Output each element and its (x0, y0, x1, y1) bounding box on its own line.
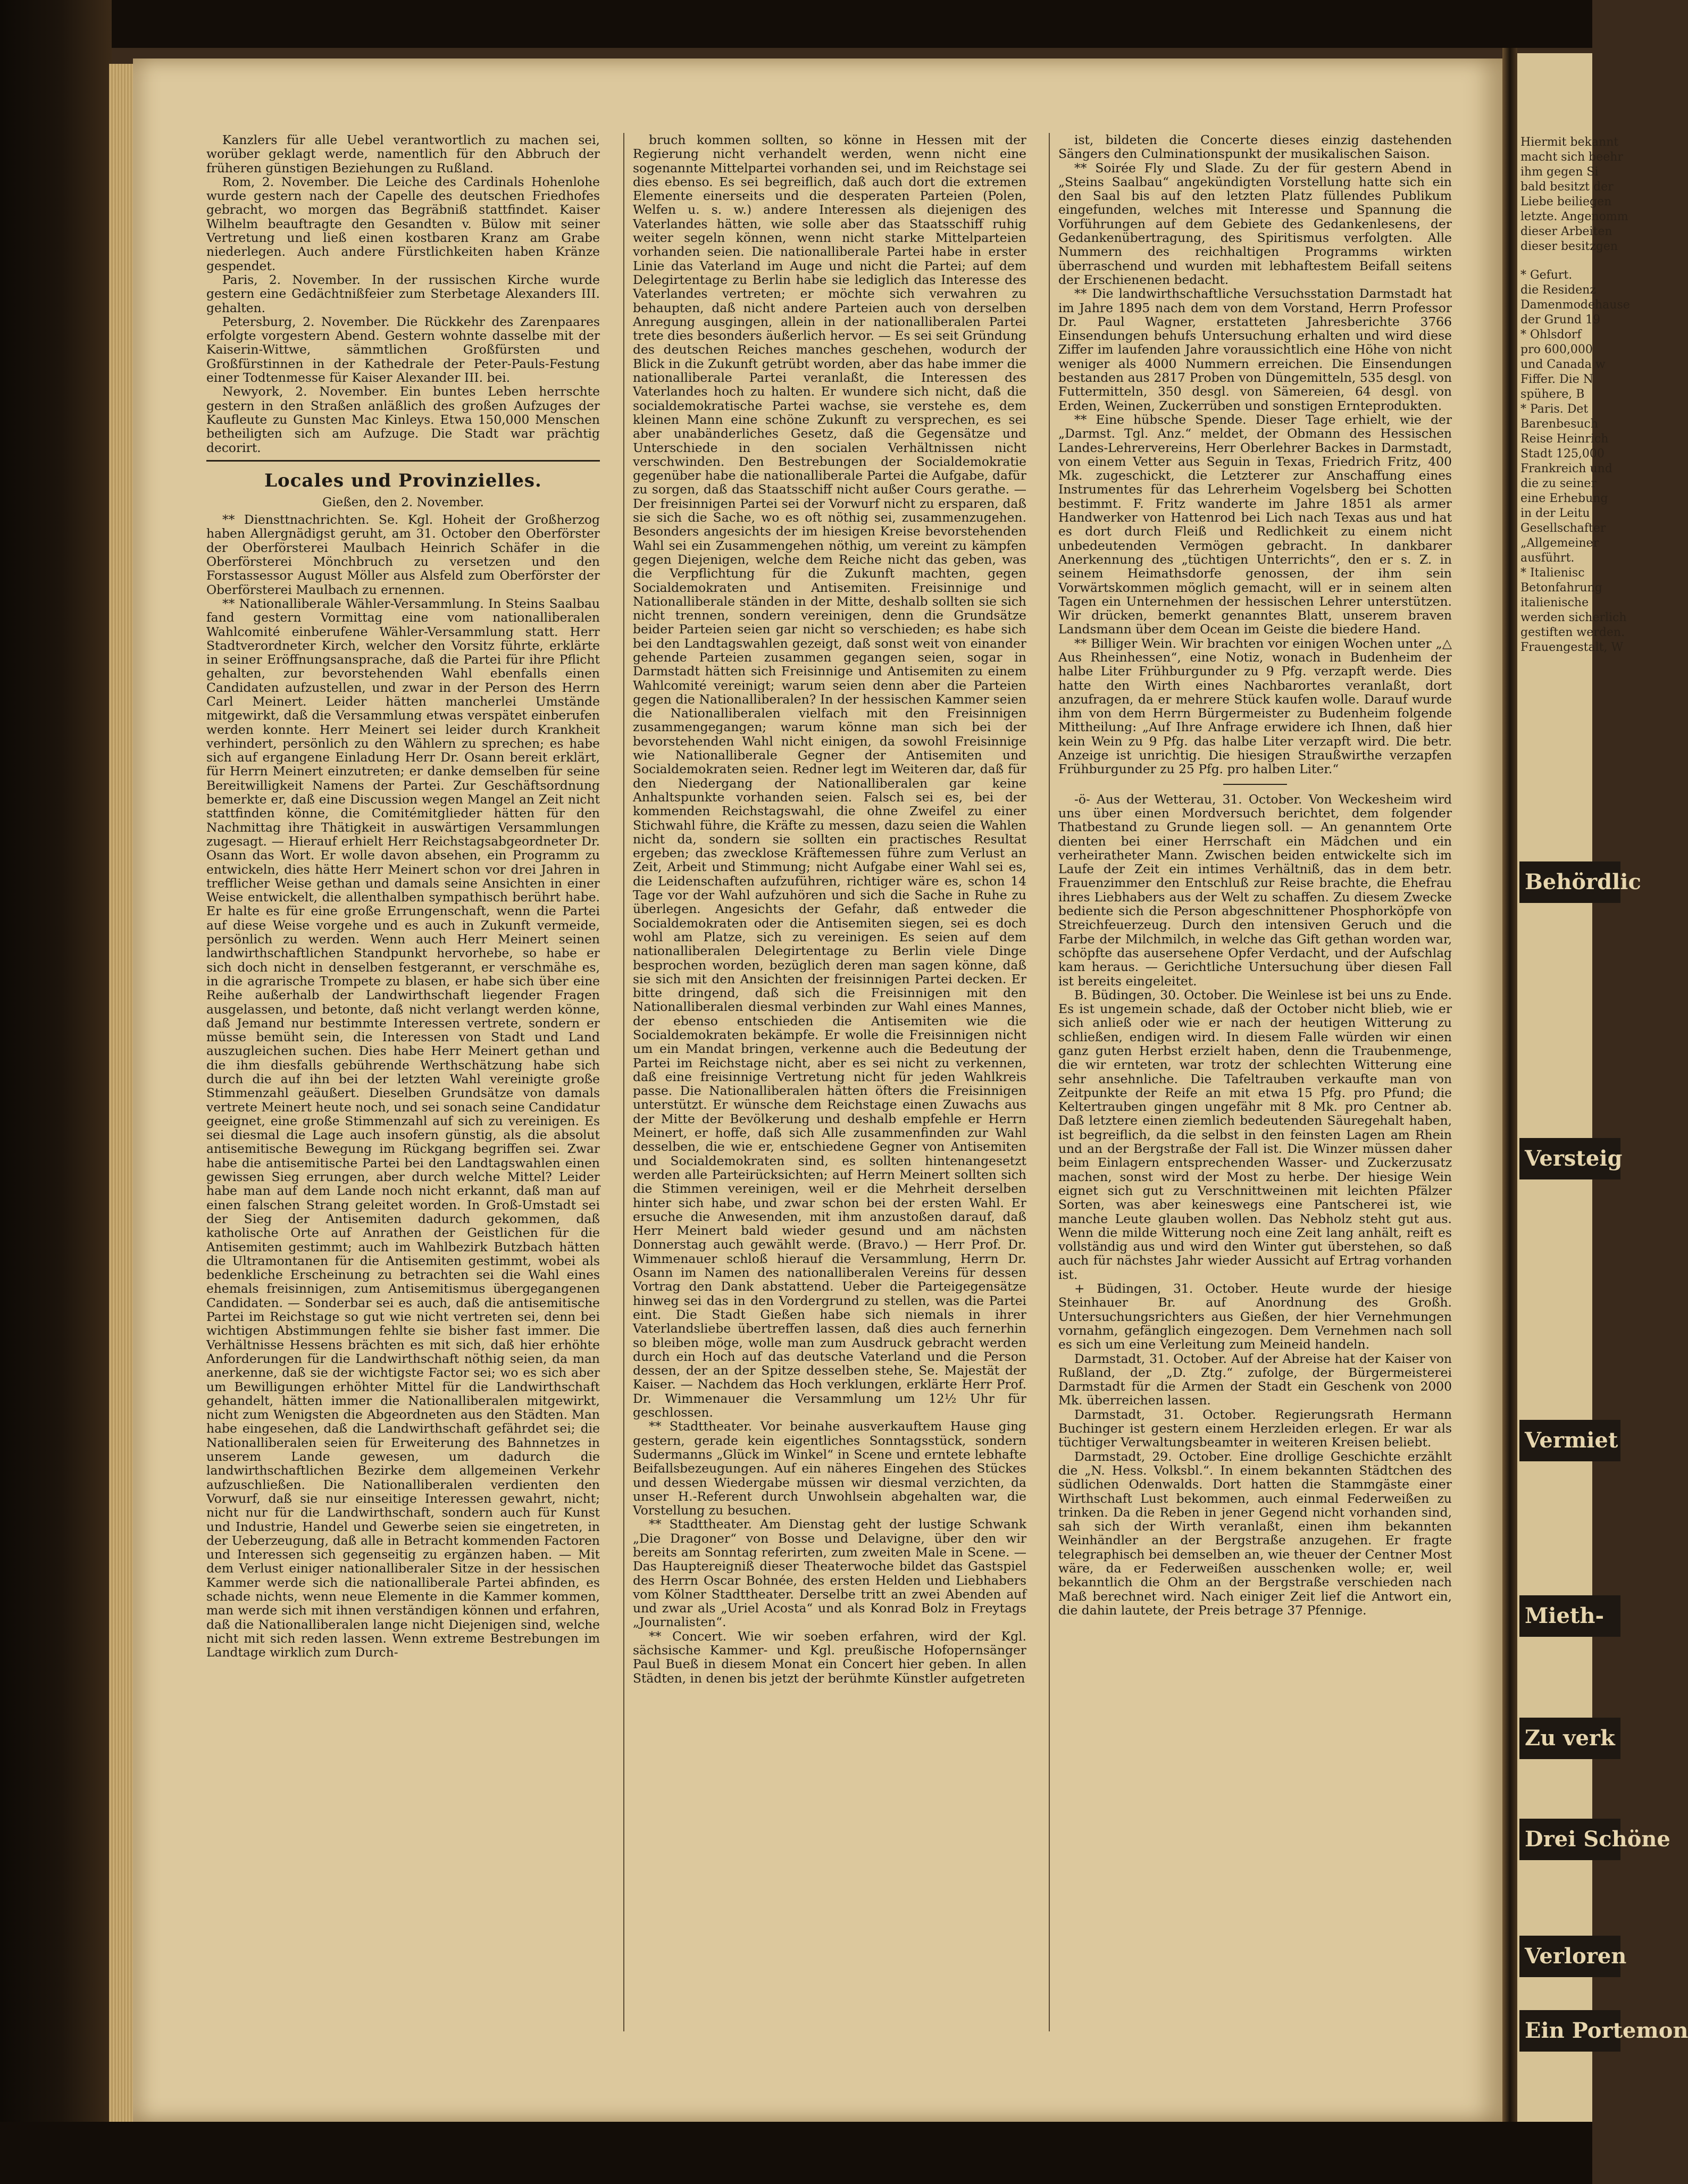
article-divider (1223, 784, 1287, 785)
article-paragraph: + Büdingen, 31. October. Heute wurde der hiesige Steinhauer Br. auf Anordnung des Großh. Untersuchungsrichters aus Gießen, der hier Vernehmungen vornahm, gefänglich eingezogen. Dem Vernehmen nach soll es sich um eine Verleitung zum Meineid handeln. (1058, 1281, 1452, 1352)
article-paragraph: ** Diensttnachrichten. Se. Kgl. Hoheit der Großherzog haben Allergnädigst geruht, am 31. October den Oberförster der Oberförsterei Maulbach Heinrich Schäfer in die Oberförsterei Mönchbruch zu versetzen und den Forstassessor August Möller aus Alsfeld zum Oberförster der Oberförsterei Maulbach zu ernennen. (206, 512, 600, 597)
ad-heading: Versteig (1519, 1138, 1620, 1179)
next-page-fragment: * Gefurt. (1520, 269, 1573, 282)
article-paragraph: bruch kommen sollten, so könne in Hessen mit der Regierung nicht verhandelt werden, wenn nicht eine sogenannte Mittelpartei vorhanden sei, und im Reichstage sei dies ebenso. Es sei begreiflich, daß auch dort die extremen Elemente einerseits und die desperaten Parteien (Polen, Welfen u. s. w.) andere Interessen als diejenigen des Vaterlandes hätten, wie solle aber das Staatsschiff ruhig weiter segeln können, wenn nicht starke Mittelparteien vorhanden seien. Die nationalliberale Partei habe in erster Linie das Vaterland im Auge und nicht die Partei; auf dem Delegirtentage zu Berlin habe sie lediglich das Interesse des Vaterlandes vertreten; er möchte sich verwahren zu behaupten, daß nicht andere Parteien auch von derselben Anregung ausgingen, allein in der nationalliberalen Partei trete dies besonders äußerlich hervor. — Es sei seit Gründung des deutschen Reiches manches geschehen, wodurch der Blick in die Zukunft getrübt worden, aber das habe immer die nationalliberale Partei veranlaßt, die Interessen des Vaterlandes hoch zu halten. Er wundere sich nicht, daß die socialdemokratische Partei wachse, sie verstehe es, dem kleinen Mann eine schöne Zukunft zu versprechen, es sei aber unabänderliches Gesetz, daß die Gegensätze und Unterschiede in den socialen Verhältnissen nicht verschwinden. Den Bestrebungen der Socialdemokratie gegenüber habe die nationalliberale Partei die Aufgabe, dafür zu sorgen, daß das Staatsschiff nicht außer Cours gerathe. — Der freisinnigen Partei sei der Vorwurf nicht zu ersparen, daß sie sich die Sache, wo es oft nöthig sei, zusammenzugehen. Besonders angesichts der im hiesigen Kreise bevorstehenden Wahl sei ein Zusammengehen nöthig, um vereint zu kämpfen gegen Diejenigen, welche dem Reiche nicht das geben, was die Verpflichtung für die Zukunft machten, gegen Socialdemokraten und Antisemiten. Freisinnige und Nationalliberale ständen in der Mitte, deshalb sollten sie sich nicht trennen, sondern vereinigen, denn die Grundsätze beider Parteien seien gar nicht so verschieden; es habe sich bei den Landtagswahlen gezeigt, daß sonst weit von einander gehende Parteien zusammen gegangen seien, sogar in Darmstadt hätten sich Freisinnige und Antisemiten zu einem Wahlcomité vereinigt; warum seien denn aber die Parteien gegen die Nationalliberalen? In der hessischen Kammer seien die Nationalliberalen vielfach mit den Freisinnigen zusammengegangen; warum könne man sich bei der bevorstehenden Wahl nicht einigen, da sowohl Freisinnige wie Nationalliberale Gegner der Antisemiten und Socialdemokraten seien. Redner legt im Weiteren dar, daß für den Niedergang der Nationalliberalen gar keine Anhaltspunkte vorhanden seien. Falsch sei es, bei der kommenden Reichstagswahl, die ohne Zweifel zu einer Stichwahl führe, die Kräfte zu messen, dazu seien die Wahlen nicht da, sondern sie sollten ein practisches Resultat ergeben; das zwecklose Kräftemessen führe zum Verlust an Zeit, Arbeit und Stimmung; nicht Aufgabe einer Wahl sei es, die Leidenschaften aufzuführen, richtiger wäre es, schon 14 Tage vor der Wahl aufzuhören und sich die Sache in Ruhe zu überlegen. Angesichts der Gefahr, daß entweder die Socialdemokraten oder die Antisemiten siegen, sei es doch wohl am Platze, sich zu vereinigen. Es seien auf dem nationalliberalen Delegirtentage zu Berlin viele Dinge besprochen worden, bezüglich deren man sagen könne, daß sie sich mit den Ansichten der freisinnigen Partei decken. Er bitte dringend, daß sich die Freisinnigen mit den Nationalliberalen diesmal verbinden zur Wahl eines Mannes, der ebenso entschieden die Antisemiten wie die Socialdemokraten bekämpfe. Er wolle die Freisinnigen nicht um ein Mandat bringen, verkenne auch die Bedeutung der Partei im Reichstage nicht, aber es sei nicht zu verkennen, daß eine freisinnige Vertretung nicht für jeden Wahlkreis passe. Die Nationalliberalen hätten öfters die Freisinnigen unterstützt. Er wünsche dem Reichstage einen Zuwachs aus der Mitte der Bevölkerung und deshalb empfehle er Herrn Meinert, er hoffe, daß sich Alle zusammenfinden zur Wahl desselben, die wie er, entschiedene Gegner von Antisemiten und Socialdemokraten sind, es sollten hintenangesetzt werden alle Parteirücksichten; auf Herrn Meinert sollten sich die Stimmen vereinigen, weil er die Mehrheit derselben hinter sich habe, und zwar schon bei der ersten Wahl. Er ersuche die Anwesenden, mit ihm anzustoßen darauf, daß Herr Meinert bald wieder gesund und am nächsten Donnerstag auch gewählt werde. (Bravo.) — Herr Prof. Dr. Wimmenauer schloß hierauf die Versammlung, Herrn Dr. Osann im Namen des nationalliberalen Vereins für dessen Vortrag den Dank abstattend. Ueber die Parteigegensätze hinweg sei das in den Vordergrund zu stellen, was die Partei eint. Die Stadt Gießen habe sich niemals in ihrer Vaterlandsliebe übertreffen lassen, daß dies auch fernerhin so bleiben möge, wolle man zum Ausdruck gebracht werden durch ein Hoch auf das deutsche Vaterland und die Person dessen, der an der Spitze desselben stehe, Se. Majestät der Kaiser. — Nachdem das Hoch verklungen, erklärte Herr Prof. Dr. Wimmenauer die Versammlung um 12½ Uhr für geschlossen. (633, 132, 1026, 1420)
next-page-fragment: die Residenz (1520, 283, 1596, 297)
article-paragraph: ist, bildeten die Concerte dieses einzig dastehenden Sängers den Culminationspunkt der musikalischen Saison. (1058, 132, 1452, 162)
section-divider (206, 460, 600, 462)
column-1 (206, 133, 600, 2047)
article-paragraph: Newyork, 2. November. Ein buntes Leben herrschte gestern in den Straßen anläßlich des großen Aufzuges der Kaufleute zu Gunsten Mac Kinleys. Etwa 150,000 Menschen betheiligten sich am Aufzuge. Die Stadt war prächtig decorirt. (206, 384, 600, 455)
next-page-fragment: bald besitzt der (1520, 180, 1614, 194)
ad-heading: Zu verk (1519, 1718, 1620, 1759)
next-page-fragment: macht sich beehr (1520, 150, 1623, 164)
next-page-fragment: ihm gegen Si (1520, 165, 1599, 179)
next-page-fragment: ausführt. (1520, 551, 1575, 565)
article-paragraph: Rom, 2. November. Die Leiche des Cardinals Hohenlohe wurde gestern nach der Capelle des deutschen Friedhofes gebracht, wo morgen das Begräbniß stattfindet. Kaiser Wilhelm beauftragte den Gesandten v. Bülow mit seiner Vertretung und ließ einen kostbaren Kranz am Grabe niederlegen. Auch andere Fürstlichkeiten haben Kränze gespendet. (206, 174, 600, 273)
section-title: Locales und Provinzielles. (264, 470, 542, 491)
ad-heading: Ein Portemon (1519, 2010, 1620, 2052)
next-page-fragment: Frankreich und (1520, 462, 1612, 475)
next-page-strip (1517, 53, 1688, 2122)
article-paragraph: -ö- Aus der Wetterau, 31. October. Von Weckesheim wird uns über einen Mordversuch berichtet, dem folgender Thatbestand zu Grunde liegen soll. — An genanntem Orte dienten bei einer Herrschaft ein Mädchen und ein verheiratheter Mann. Zwischen beiden entwickelte sich im Laufe der Zeit ein intimes Verhältniß, das in dem betr. Frauenzimmer den Entschluß zur Reise brachte, die Ehefrau ihres Liebhabers aus der Welt zu schaffen. Zu diesem Zwecke bediente sich die Person abgeschnittener Phosphorköpfe von Streichfeuerzeug. Durch den intensiven Geruch und die Farbe der Milchmilch, in welche das Gift gethan worden war, schöpfte das ausersehene Opfer Verdacht, und der Aufschlag kam heraus. — Gerichtliche Untersuchung über diesen Fall ist bereits eingeleitet. (1058, 791, 1452, 989)
book-spine (0, 0, 112, 2184)
next-page-fragment: pro 600,000 (1520, 343, 1593, 356)
book-gutter (1502, 48, 1517, 2122)
ad-heading: Vermiet (1519, 1420, 1620, 1461)
article-paragraph: ** Concert. Wie wir soeben erfahren, wird der Kgl. sächsische Kammer- und Kgl. preußische Hofopernsänger Paul Bueß in diesem Monat ein Concert hier geben. In allen Städten, in denen bis jetzt der berühmte Künstler aufgetreten (633, 1628, 1026, 1686)
next-page-fragment: letzte. Angenomm (1520, 210, 1628, 223)
article-paragraph: Petersburg, 2. November. Die Rückkehr des Zarenpaares erfolgte vorgestern Abend. Gestern wohnte dasselbe mit der Kaiserin-Wittwe, sämmtlichen Großfürsten und Großfürstinnen in der Kathedrale der Peter-Pauls-Festung einer Todtenmesse für Kaiser Alexander III. bei. (206, 314, 600, 386)
ad-heading: Drei Schöne (1519, 1819, 1620, 1860)
next-page-fragment: in der Leitu (1520, 507, 1590, 520)
ad-heading: Behördlic (1519, 861, 1620, 903)
article-paragraph: ** Soirée Fly und Slade. Zu der für gestern Abend in „Steins Saalbau“ angekündigten Vorstellung hatte sich ein den Saal bis auf den letzten Platz füllendes Publikum eingefunden, welches mit Interesse und Spannung die Vorführungen auf dem Gebiete des Gedankenlesens, der Gedankenübertragung, des Spiritismus verfolgten. Alle Nummern des reichhaltigen Programms wirkten überraschend und wurden mit lebhaftestem Beifall seitens der Erschienenen bedacht. (1058, 160, 1452, 287)
next-page-fragment: Damenmodehause (1520, 298, 1630, 312)
article-paragraph: ** Nationalliberale Wähler-Versammlung. In Steins Saalbau fand gestern Vormittag eine vom nationalliberalen Wahlcomité einberufene Wähler-Versammlung statt. Herr Stadtverordneter Kirch, welcher den Vorsitz führte, erklärte in seiner Eröffnungsansprache, daß die Partei für ihre Pflicht gehalten, zur bevorstehenden Wahl ebenfalls einen Candidaten aufzustellen, und zwar in der Person des Herrn Carl Meinert. Leider hätten mancherlei Umstände mitgewirkt, daß die Versammlung etwas verspätet einberufen werden konnte. Herr Meinert sei leider durch Krankheit verhindert, persönlich zu den Wählern zu sprechen; es habe sich auf ergangene Einladung Herr Dr. Osann bereit erklärt, für Herrn Meinert einzutreten; er danke demselben für seine Bereitwilligkeit Namens der Partei. Zur Geschäftsordnung bemerkte er, daß eine Discussion wegen Mangel an Zeit nicht stattfinden könne, die Comitémitglieder hätten für den Nachmittag ihre Thätigkeit in auswärtigen Versammlungen zugesagt. — Hierauf erhielt Herr Reichstagsabgeordneter Dr. Osann das Wort. Er wolle davon absehen, ein Programm zu entwickeln, dies hätte Herr Meinert schon vor drei Jahren in trefflicher Weise gethan und damals seine Ansichten in einer Weise entwickelt, die allenthalben sympathisch berührt habe. Er halte es für eine große Errungenschaft, wenn die Partei auf diese Weise vorgehe und es auch in Zukunft vermeide, persönlich zu werden. Wenn auch Herr Meinert seinen landwirthschaftlichen Standpunkt hervorhebe, so habe er sich doch nicht in denselben festgerannt, er verschmähe es, in die agrarische Trompete zu blasen, er habe sich über eine Reihe außerhalb der Landwirthschaft liegender Fragen ausgelassen, und betonte, daß nicht verlangt werden könne, daß Jemand nur bestimmte Interessen vertrete, sondern er müsse bemüht sein, die Interessen von Stadt und Land auszugleichen suchen. Dies habe Herr Meinert gethan und die ihm diesfalls gebührende Werthschätzung habe sich durch die auf ihn bei der letzten Wahl vereinigte große Stimmenzahl geäußert. Dieselben Grundsätze von damals vertrete Meinert heute noch, und sei sonach seine Candidatur geeignet, eine große Stimmenzahl auf sich zu vereinigen. Es sei diesmal die Lage auch insofern günstig, als die absolut antisemitische Bewegung im Rückgang begriffen sei. Zwar habe die antisemitische Partei bei den Landtagswahlen einen gewissen Sieg errungen, aber durch welche Mittel? Leider habe man auf dem Lande noch nicht erkannt, daß man auf einen falschen Strang geleitet worden. In Groß-Umstadt sei der Sieg der Antisemiten dadurch gekommen, daß katholische Orte auf Anrathen der Geistlichen für die Antisemiten gestimmt; auch im Wahlbezirk Butzbach hätten die Ultramontanen für die Antisemiten gestimmt, wobei als bedenkliche Erscheinung zu betrachten sei die Wahl eines ehemals freisinnigen, zum Antisemitismus übergegangenen Candidaten. — Sonderbar sei es auch, daß die antisemitische Partei im Reichstage so gut wie nicht vertreten sei, denn bei wichtigen Abstimmungen fehlte sie bisher fast immer. Die Verhältnisse Hessens brächten es mit sich, daß hier erhöhte Anforderungen für die Landwirthschaft nöthig seien, da man anerkenne, daß sie der wichtigste Factor sei; wo es sich aber um Bewilligungen erhöhter Mittel für die Landwirthschaft gehandelt, hätten immer die Nationalliberalen mitgewirkt, nicht zum Wenigsten die Abgeordneten aus den Städten. Man habe eingesehen, daß die Landwirthschaft gefährdet sei; die Nationalliberalen seien für Erweiterung des Bahnnetzes in unserem Lande gewesen, um dadurch die landwirthschaftlichen Bezirke dem allgemeinen Verkehr aufzuschließen. Die Nationalliberalen verdienten den Vorwurf, daß sie nur einseitige Interessen gewahrt, nicht; nicht nur für die Landwirthschaft, sondern auch für Kunst und Industrie, Handel und Gewerbe seien sie eingetreten, in der Ueberzeugung, daß alle in Betracht kommenden Factoren und Interessen sich gegenseitig zu ergänzen haben. — Mit dem Verlust einiger nationalliberaler Sitze in der hessischen Kammer werde sich die nationalliberale Partei abfinden, es schade nichts, wenn neue Elemente in die Kammer kommen, man werde sich mit ihnen verständigen können und erfahren, daß die Nationalliberalen lange nicht Diejenigen sind, welche nicht mit sich reden lassen. Wenn extreme Bestrebungen im Landtage wirklich zum Durch- (206, 596, 600, 1660)
article-paragraph: ** Eine hübsche Spende. Dieser Tage erhielt, wie der „Darmst. Tgl. Anz.“ meldet, der Obmann des Hessischen Landes-Lehrervereins, Herr Oberlehrer Backes in Darmstadt, von einem Vetter aus Seguin in Texas, Friedrich Fritz, 400 Mk. zugeschickt, die Letzterer zur Anschaffung eines Instrumentes für das Lehrerheim Vogelsberg bei Schotten bestimmt. F. Fritz wanderte im Jahre 1851 als armer Handwerker von Hattenrod bei Lich nach Texas aus und hat es dort durch Fleiß und Redlichkeit zu einem nicht unbedeutenden Vermögen gebracht. In dankbarer Anerkennung des „tüchtigen Unterrichts“, den er s. Z. in seinem Heimathsdorfe genossen, der ihm sein Vorwärtskommen möglich gemacht, will er in seinem alten Tagen ein Unternehmen der hessischen Lehrer unterstützen. Wir drücken, bemerkt genanntes Blatt, unserem braven Landsmann über dem Ocean im Geiste die biedere Hand. (1058, 412, 1452, 637)
column-3 (1058, 133, 1452, 2047)
next-page-fragment: Fiffer. Die N (1520, 373, 1593, 386)
dateline: Gießen, den 2. November. (322, 495, 484, 509)
article-paragraph: Paris, 2. November. In der russischen Kirche wurde gestern eine Gedächtnißfeier zum Sterbetage Alexanders III. gehalten. (206, 272, 600, 315)
column-rule (623, 133, 624, 2031)
next-page-fragment: „Allgemeiner (1520, 537, 1599, 550)
article-paragraph: Kanzlers für alle Uebel verantwortlich zu machen sei, worüber geklagt werde, namentlich für den Abbruch der früheren günstigen Beziehungen zu Rußland. (206, 132, 600, 175)
next-page-fragment: Gesellschafter (1520, 522, 1606, 535)
next-page-fragment: spühere, B (1520, 388, 1585, 401)
next-page-fragment: * Italienisc (1520, 566, 1585, 580)
next-page-fragment: Liebe beiliegen (1520, 195, 1612, 208)
next-page-fragment: eine Erhebung (1520, 492, 1608, 505)
next-page-fragment: gestiften werden. (1520, 626, 1625, 639)
next-page-fragment: dieser Arbeiten (1520, 225, 1612, 238)
scanner-border-bottom (0, 2122, 1592, 2184)
next-page-fragment: Barenbesuch (1520, 417, 1599, 431)
next-page-fragment: italienische (1520, 596, 1589, 609)
next-page-fragment: * Ohlsdorf (1520, 328, 1582, 341)
article-paragraph: ** Billiger Wein. Wir brachten vor einigen Wochen unter „△ Aus Rheinhessen“, eine Notiz, wonach in Budenheim der halbe Liter Frühburgunder zu 9 Pfg. verzapft werde. Dies hatte den Wirth eines Nachbarortes veranlaßt, dort anzufragen, da er mehrere Stück kaufen wolle. Darauf wurde ihm von dem Herrn Bürgermeister zu Budenheim folgende Mittheilung: „Auf Ihre Anfrage erwidere ich Ihnen, daß hier kein Wein zu 9 Pfg. das halbe Liter verzapft wird. Die betr. Anzeige ist unrichtig. Die hiesigen Straußwirthe verzapfen Frühburgunder zu 25 Pfg. pro halben Liter.“ (1058, 635, 1452, 777)
article-paragraph: B. Büdingen, 30. October. Die Weinlese ist bei uns zu Ende. Es ist ungemein schade, daß der October nicht blieb, wie er sich anließ oder wie er nach der heutigen Witterung zu schließen, endigen wird. In diesem Falle würden wir einen ganz guten Herbst erzielt haben, denn die Traubenmenge, die wir ernteten, war trotz der schlechten Witterung eine sehr ansehnliche. Die Tafeltrauben verkaufte man von Zeitpunkte der Reife an mit etwa 15 Pfg. pro Pfund; die Keltertrauben gingen ungefähr mit 8 Mk. pro Centner ab. Daß letztere einen ziemlich bedeutenden Säuregehalt haben, ist begreiflich, da die selbst in den feinsten Lagen am Rhein und an der Bergstraße der Fall ist. Die Winzer müssen daher beim Einlagern entsprechenden Wasser- und Zuckerzusatz machen, sonst wird der Most zu herbe. Der hiesige Wein eignet sich gut zu Verschnittweinen mit leichten Pfälzer Sorten, was aber keineswegs eine Pantscherei ist, wie manche Leute glauben wollen. Das Nebholz steht gut aus. Wenn die milde Witterung noch eine Zeit lang anhält, reift es vollständig aus und wird den Winter gut überstehen, so daß auch für nächstes Jahr wieder Aussicht auf Ertrag vorhanden ist. (1058, 987, 1452, 1282)
column-2 (633, 133, 1026, 2047)
article-paragraph: ** Stadttheater. Vor beinahe ausverkauftem Hause ging gestern, gerade kein eigentliches Sonntagsstück, sondern Sudermanns „Glück im Winkel“ in Scene und erntete lebhafte Beifallsbezeugungen. Auf ein näheres Eingehen des Stückes und dessen Wiedergabe müssen wir diesmal verzichten, da unser H.-Referent durch Unwohlsein abgehalten war, die Vorstellung zu besuchen. (633, 1419, 1026, 1518)
next-page-fragment: Stadt 125,000 (1520, 447, 1605, 461)
column-rule (1049, 133, 1050, 2031)
next-page-fragment: werden sicherlich (1520, 611, 1627, 624)
article-paragraph: Darmstadt, 31. October. Auf der Abreise hat der Kaiser von Rußland, der „D. Ztg.“ zufolge, der Bürgermeisterei Darmstadt für die Armen der Stadt ein Geschenk von 2000 Mk. überreichen lassen. (1058, 1351, 1452, 1408)
next-page-fragment: dieser besitzgen (1520, 240, 1618, 253)
ad-heading: Verloren (1519, 1936, 1620, 1977)
next-page-fragment: Betonfahrung (1520, 581, 1602, 595)
scanner-border-top (0, 0, 1592, 48)
next-page-fragment: Hiermit bekannt (1520, 136, 1619, 149)
article-paragraph: Darmstadt, 29. October. Eine drollige Geschichte erzählt die „N. Hess. Volksbl.“. In einem bekannten Städtchen des südlichen Odenwalds. Dort hatten die Stammgäste einer Wirthschaft Lust bekommen, auch einmal Federweißen zu trinken. Da die Reben in jener Gegend nicht vorhanden sind, sah sich der Wirth veranlaßt, einen ihm bekannten Weinhändler an der Bergstraße anzugehen. Er fragte telegraphisch bei demselben an, wie theuer der Centner Most wäre, da er Federweißen ausschenken wolle; er, weil bekanntlich die Ohm an der Bergstraße verschieden nach Maß berechnet wird. Nach einiger Zeit lief die Antwort ein, die dahin lautete, der Preis betrage 37 Pfennige. (1058, 1449, 1452, 1618)
next-page-fragment: und Canada w (1520, 358, 1606, 371)
next-page-fragment: der Grund 19 (1520, 313, 1601, 327)
next-page-fragment: * Paris. Det (1520, 403, 1589, 416)
article-paragraph: ** Die landwirthschaftliche Versuchsstation Darmstadt hat im Jahre 1895 nach dem von dem Vorstand, Herrn Professor Dr. Paul Wagner, erstatteten Jahresberichte 3766 Einsendungen behufs Untersuchung erhalten und wird diese Ziffer im laufenden Jahre voraussichtlich eine Höhe von nicht weniger als 4000 Nummern erreichen. Die Einsendungen bestanden aus 2817 Proben von Düngemitteln, 535 desgl. von Futtermitteln, 350 desgl. von Sämereien, 64 desgl. von Erden, Weinen, Zuckerrüben und sonstigen Ernteprodukten. (1058, 286, 1452, 413)
next-page-fragment: die zu seiner (1520, 477, 1597, 490)
next-page-fragment: Frauengestalt, W (1520, 641, 1624, 654)
ad-heading: Mieth- (1519, 1595, 1620, 1637)
next-page-fragment: Reise Heinrich (1520, 432, 1609, 446)
article-paragraph: ** Stadttheater. Am Dienstag geht der lustige Schwank „Die Dragoner“ von Bosse und Delavigne, über den wir bereits am Sonntag referirten, zum zweiten Male in Scene. — Das Hauptereigniß dieser Theaterwoche bildet das Gastspiel des Herrn Oscar Bohnée, des ersten Helden und Liebhabers vom Kölner Stadttheater. Derselbe tritt an zwei Abenden auf und zwar als „Uriel Acosta“ und als Konrad Bolz in Freytags „Journalisten“. (633, 1517, 1026, 1630)
article-paragraph: Darmstadt, 31. October. Regierungsrath Hermann Buchinger ist gestern einem Herzleiden erlegen. Er war als tüchtiger Verwaltungsbeamter in weiteren Kreisen beliebt. (1058, 1407, 1452, 1450)
